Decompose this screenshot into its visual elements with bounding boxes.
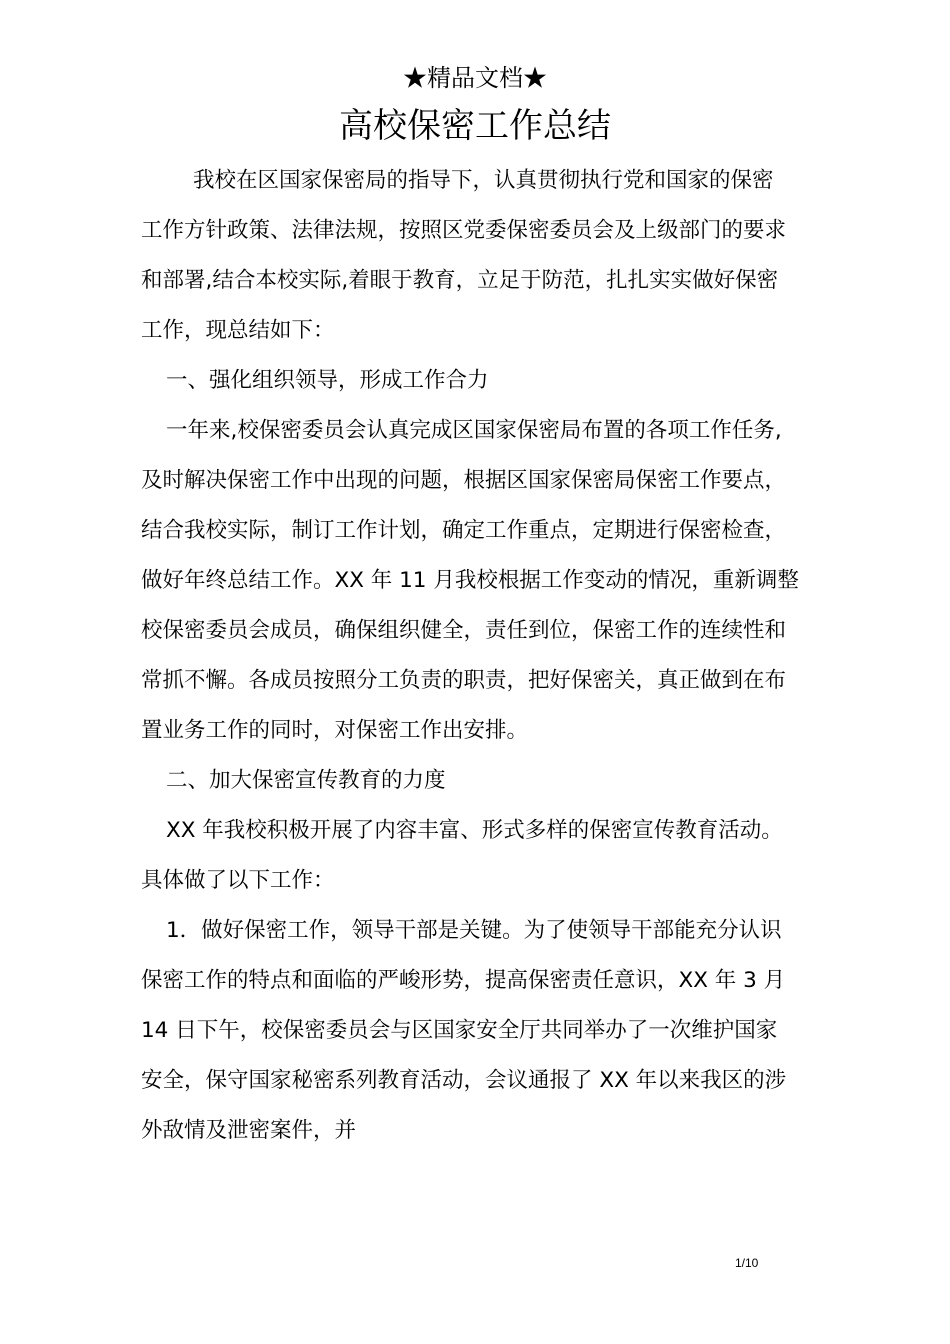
body-line-10: 校保密委员会成员，确保组织健全，责任到位，保密工作的连续性和 [141, 618, 787, 643]
body-line-12: 置业务工作的同时，对保密工作出安排。 [141, 718, 529, 743]
body-line-11: 常抓不懈。各成员按照分工负责的职责，把好保密关，真正做到在布 [141, 668, 787, 693]
section-heading-2: 二、加大保密宣传教育的力度 [166, 768, 446, 793]
body-line-2: 工作方针政策、法律法规，按照区党委保密委员会及上级部门的要求 [141, 218, 787, 243]
body-line-19: 安全，保守国家秘密系列教育活动，会议通报了 XX 年以来我区的涉 [141, 1068, 787, 1093]
document-header: ★精品文档★ [403, 64, 547, 92]
body-line-6: 一年来,校保密委员会认真完成区国家保密局布置的各项工作任务, [166, 418, 782, 443]
page-number: 1/10 [735, 1256, 759, 1270]
body-line-8: 结合我校实际，制订工作计划，确定工作重点，定期进行保密检查， [141, 518, 787, 543]
section-heading-1: 一、强化组织领导，形成工作合力 [166, 368, 489, 393]
body-line-20: 外敌情及泄密案件，并 [141, 1118, 357, 1143]
body-line-15: 具体做了以下工作： [141, 868, 335, 893]
body-line-16: 1．做好保密工作，领导干部是关键。为了使领导干部能充分认识 [166, 918, 782, 943]
body-line-14: XX 年我校积极开展了内容丰富、形式多样的保密宣传教育活动。 [166, 818, 783, 843]
body-line-9: 做好年终总结工作。XX 年 11 月我校根据工作变动的情况，重新调整 [141, 568, 799, 593]
body-line-17: 保密工作的特点和面临的严峻形势，提高保密责任意识，XX 年 3 月 [141, 968, 786, 993]
body-line-3: 和部署,结合本校实际,着眼于教育，立足于防范，扎扎实实做好保密 [141, 268, 779, 293]
body-line-4: 工作，现总结如下： [141, 318, 335, 343]
body-line-7: 及时解决保密工作中出现的问题，根据区国家保密局保密工作要点， [141, 468, 787, 493]
body-line-18: 14 日下午，校保密委员会与区国家安全厅共同举办了一次维护国家 [141, 1018, 778, 1043]
body-line-1: 我校在区国家保密局的指导下，认真贯彻执行党和国家的保密 [193, 168, 774, 193]
document-title: 高校保密工作总结 [339, 106, 611, 146]
